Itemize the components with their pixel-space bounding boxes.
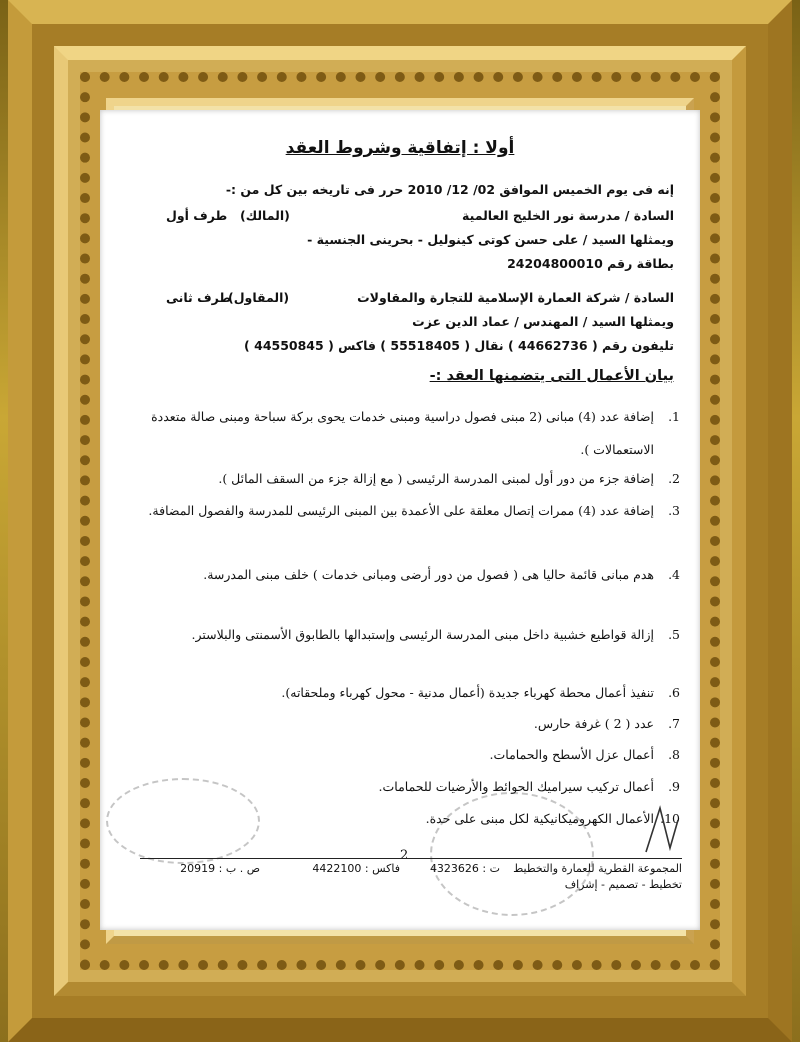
item-text: أعمال عزل الأسطح والحمامات. xyxy=(489,747,654,762)
party1-role: (المالك) xyxy=(240,208,290,223)
party1-id: بطاقة رقم 24204800010 xyxy=(507,256,674,271)
contract-page xyxy=(100,110,700,930)
list-item xyxy=(140,676,680,709)
party1-label: طرف أول xyxy=(166,208,228,223)
signature-mark xyxy=(640,800,684,860)
party1-name: السادة / مدرسة نور الخليج العالمية xyxy=(462,208,674,223)
item-number: 10. xyxy=(660,811,680,826)
document-title: أولا : إتفاقية وشروط العقد xyxy=(285,138,515,158)
footer-divider xyxy=(140,858,682,859)
item-number: 1. xyxy=(668,409,680,424)
list-item xyxy=(140,400,680,466)
item-text: إضافة عدد (4) ممرات إتصال معلقة على الأعمدة بين المبنى الرئيسى للمدرسة والفصول المضافة. xyxy=(148,503,654,518)
item-number: 8. xyxy=(668,747,680,762)
item-number: 7. xyxy=(668,716,680,731)
list-item xyxy=(140,494,680,527)
item-text: الأعمال الكهروميكانيكية لكل مبنى على حدة. xyxy=(425,811,654,826)
item-text: هدم مبانى قائمة حاليا هى ( فصول من دور أرضى ومبانى خدمات ) خلف مبنى المدرسة. xyxy=(203,567,654,582)
footer-fax: فاكس : 4422100 xyxy=(312,862,400,875)
item-number: 5. xyxy=(668,627,680,642)
footer-services: تخطيط - تصميم - إشراف xyxy=(564,878,682,891)
footer-pobox: ص . ب : 20919 xyxy=(180,862,260,875)
intro-line: إنه فى يوم الخميس الموافق 02/ 12/ 2010 حرر فى تاريخه بين كل من :- xyxy=(225,182,674,197)
works-section-title: بيان الأعمال التى يتضمنها العقد :- xyxy=(429,368,674,384)
list-item xyxy=(140,738,680,771)
party1-representative: ويمثلها السيد / على حسن كوتى كينوليل - بحرينى الجنسية - xyxy=(307,232,674,247)
item-number: 6. xyxy=(668,685,680,700)
item-text: إزالة قواطيع خشبية داخل مبنى المدرسة الرئيسى وإستبدالها بالطابوق الأسمنتى والبلاستر. xyxy=(191,627,654,642)
party2-label: طرف ثانى xyxy=(166,290,232,305)
list-item xyxy=(140,707,680,740)
list-item xyxy=(140,618,680,651)
faded-stamp-seal xyxy=(106,778,260,864)
item-text: تنفيذ أعمال محطة كهرباء جديدة (أعمال مدنية - محول كهرباء وملحقاته). xyxy=(281,685,654,700)
faded-round-seal xyxy=(430,792,594,916)
item-number: 2. xyxy=(668,471,680,486)
footer-phone: ت : 4323626 xyxy=(429,862,500,875)
party2-role: (المقاول) xyxy=(228,290,290,305)
list-item xyxy=(140,558,680,591)
footer-company: المجموعة القطرية للعمارة والتخطيط xyxy=(513,862,682,875)
item-text: عدد ( 2 ) غرفة حارس. xyxy=(533,716,654,731)
item-number: 3. xyxy=(668,503,680,518)
item-text: إضافة عدد (4) مبانى (2 مبنى فصول دراسية ومبنى خدمات يحوى بركة سباحة ومبنى صالة متعددة الاستعمالات ). xyxy=(151,409,654,457)
party2-contacts: تليفون رقم ( 44662736 ) نقال ( 55518405 ) فاكس ( 44550845 ) xyxy=(244,338,674,353)
list-item xyxy=(140,462,680,495)
item-number: 9. xyxy=(668,779,680,794)
page-number: 2 xyxy=(400,848,409,863)
item-number: 4. xyxy=(668,567,680,582)
party2-representative: ويمثلها السيد / المهندس / عماد الدين عزت xyxy=(412,314,674,329)
item-text: إضافة جزء من دور أول لمبنى المدرسة الرئيسى ( مع إزالة جزء من السقف المائل ). xyxy=(218,471,654,486)
party2-name: السادة / شركة العمارة الإسلامية للتجارة والمقاولات xyxy=(357,290,674,305)
item-text: أعمال تركيب سيراميك الحوائط والأرضيات للحمامات. xyxy=(378,779,654,794)
